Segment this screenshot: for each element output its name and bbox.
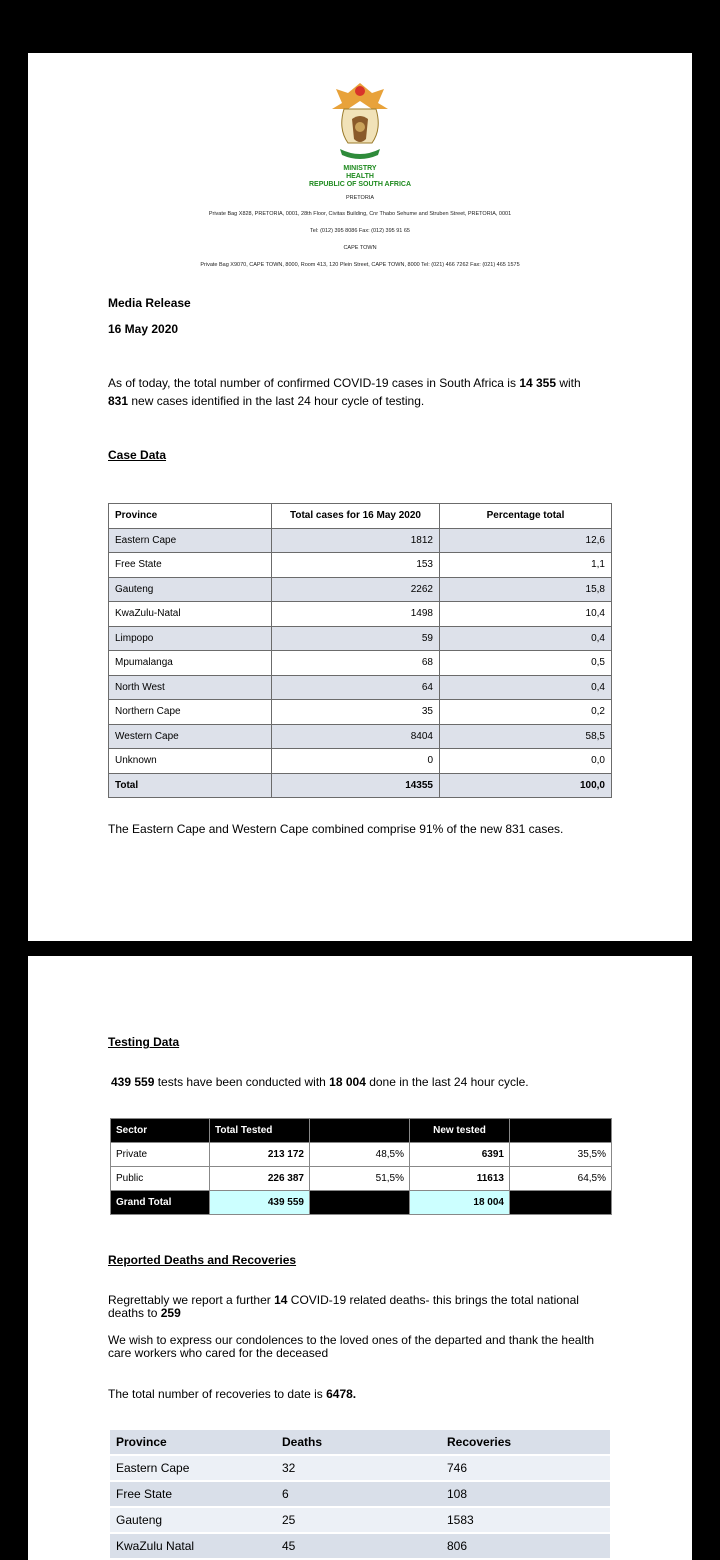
table-header-row: [111, 1119, 612, 1143]
table-header: Percentage total: [440, 504, 612, 529]
table-cell: 746: [441, 1455, 610, 1481]
table-row: [111, 1143, 612, 1167]
table-cell: 0: [272, 749, 440, 774]
table-cell: 25: [276, 1507, 441, 1533]
table-row: [109, 700, 612, 725]
testing-data-table: [110, 1118, 612, 1215]
table-cell: 0,5: [440, 651, 612, 676]
table-cell: 11613: [410, 1167, 510, 1191]
table-row: [110, 1533, 610, 1559]
table-cell: 32: [276, 1455, 441, 1481]
table-row: [110, 1455, 610, 1481]
table-cell: 2262: [272, 577, 440, 602]
table-cell: 68: [272, 651, 440, 676]
table-cell: Total: [109, 773, 272, 798]
table-cell: 108: [441, 1481, 610, 1507]
table-row: [109, 577, 612, 602]
table-cell: Eastern Cape: [110, 1455, 276, 1481]
table-header: Province: [110, 1430, 276, 1455]
table-cell: Gauteng: [109, 577, 272, 602]
table-header: Sector: [111, 1119, 210, 1143]
table-cell: 48,5%: [310, 1143, 410, 1167]
table-cell: 100,0: [440, 773, 612, 798]
table-cell: North West: [109, 675, 272, 700]
table-cell: 0,0: [440, 749, 612, 774]
table-cell: Private: [111, 1143, 210, 1167]
release-date: 16 May 2020: [108, 322, 179, 336]
case-note: The Eastern Cape and Western Cape combined comprise 91% of the new 831 cases.: [108, 822, 564, 836]
pretoria-label: PRETORIA: [345, 195, 374, 201]
table-cell: 1498: [272, 602, 440, 627]
table-cell: 35,5%: [510, 1143, 612, 1167]
table-row: [109, 602, 612, 627]
capetown-address: Private Bag X9070, CAPE TOWN, 8000, Room 413, 120 Plein Street, CAPE TOWN, 8000 Tel: (021) 466 7262 Fax: (021) 465 1575: [200, 262, 520, 268]
pretoria-tel: Tel: (012) 395 8086 Fax: (012) 395 91 65: [310, 228, 410, 234]
table-cell: Western Cape: [109, 724, 272, 749]
table-row: [109, 528, 612, 553]
table-header: Deaths: [276, 1430, 441, 1455]
table-cell: Public: [111, 1167, 210, 1191]
table-cell: 153: [272, 553, 440, 578]
table-cell: [510, 1191, 612, 1215]
table-cell: 226 387: [210, 1167, 310, 1191]
table-header: New tested: [410, 1119, 510, 1143]
case-data-table: [108, 503, 612, 798]
document-page-1: [28, 53, 692, 941]
table-header: Province: [109, 504, 272, 529]
table-cell: 0,4: [440, 675, 612, 700]
table-cell: 12,6: [440, 528, 612, 553]
case-data-heading: Case Data: [108, 448, 167, 462]
table-cell: 0,4: [440, 626, 612, 651]
table-header: [310, 1119, 410, 1143]
table-total-row: [111, 1191, 612, 1215]
health-label: HEALTH: [346, 173, 374, 180]
table-row: [109, 724, 612, 749]
table-cell: Grand Total: [111, 1191, 210, 1215]
table-cell: 1,1: [440, 553, 612, 578]
pretoria-address: Private Bag X828, PRETORIA, 0001, 28th Floor, Civitas Building, Cnr Thabo Sehume and Struben Street, PRETORIA, 0001: [208, 211, 512, 217]
table-cell: Eastern Cape: [109, 528, 272, 553]
table-header: Recoveries: [441, 1430, 610, 1455]
table-row: [110, 1481, 610, 1507]
table-row: [110, 1507, 610, 1533]
table-row: [111, 1167, 612, 1191]
table-cell: Limpopo: [109, 626, 272, 651]
capetown-label: CAPE TOWN: [343, 245, 377, 251]
republic-label: REPUBLIC OF SOUTH AFRICA: [308, 181, 412, 188]
table-row: [109, 626, 612, 651]
recoveries-paragraph: The total number of recoveries to date is 6478.: [108, 1387, 357, 1401]
table-cell: 59: [272, 626, 440, 651]
table-cell: 15,8: [440, 577, 612, 602]
table-cell: 64,5%: [510, 1167, 612, 1191]
table-cell: 0,2: [440, 700, 612, 725]
intro-paragraph: [108, 374, 613, 410]
table-header-row: [110, 1430, 610, 1455]
deaths-heading: Reported Deaths and Recoveries: [108, 1253, 297, 1267]
table-row: [109, 553, 612, 578]
table-header: Total Tested: [210, 1119, 310, 1143]
table-cell: Unknown: [109, 749, 272, 774]
intro-line-1: As of today, the total number of confirmed COVID-19 cases in South Africa is 14 355 with: [108, 376, 581, 390]
table-cell: 6391: [410, 1143, 510, 1167]
deaths-recoveries-table: [110, 1430, 610, 1560]
intro-line-2: 831 new cases identified in the last 24 hour cycle of testing.: [108, 394, 425, 408]
table-cell: 45: [276, 1533, 441, 1559]
deaths-line-1: Regrettably we report a further 14 COVID-19 related deaths- this brings the total national: [108, 1293, 579, 1307]
table-total-row: [109, 773, 612, 798]
release-type: Media Release: [108, 296, 191, 310]
table-header: Total cases for 16 May 2020: [272, 504, 440, 529]
table-cell: Mpumalanga: [109, 651, 272, 676]
condolences-paragraph: We wish to express our condolences to the loved ones of the departed and thank the health care workers who cared for the deceased: [108, 1333, 595, 1360]
table-cell: 51,5%: [310, 1167, 410, 1191]
table-cell: 439 559: [210, 1191, 310, 1215]
testing-data-heading: Testing Data: [108, 1035, 180, 1049]
table-cell: 10,4: [440, 602, 612, 627]
table-cell: KwaZulu Natal: [110, 1533, 276, 1559]
table-header: [510, 1119, 612, 1143]
ministry-label: MINISTRY: [343, 165, 377, 172]
table-cell: 58,5: [440, 724, 612, 749]
table-cell: 806: [441, 1533, 610, 1559]
table-cell: 14355: [272, 773, 440, 798]
table-row: [109, 749, 612, 774]
testing-summary: 439 559 tests have been conducted with 18 004 done in the last 24 hour cycle.: [111, 1075, 529, 1089]
table-cell: 18 004: [410, 1191, 510, 1215]
table-cell: 6: [276, 1481, 441, 1507]
table-cell: 35: [272, 700, 440, 725]
table-cell: Gauteng: [110, 1507, 276, 1533]
table-cell: 1812: [272, 528, 440, 553]
table-cell: Northern Cape: [109, 700, 272, 725]
table-row: [109, 675, 612, 700]
table-row: [109, 651, 612, 676]
document-page-2: [28, 956, 692, 1560]
table-cell: Free State: [110, 1481, 276, 1507]
table-cell: [310, 1191, 410, 1215]
table-cell: 64: [272, 675, 440, 700]
coat-of-arms-logo: [328, 79, 392, 165]
table-cell: 8404: [272, 724, 440, 749]
deaths-line-2: deaths to 259: [108, 1306, 181, 1320]
table-cell: 213 172: [210, 1143, 310, 1167]
table-cell: 1583: [441, 1507, 610, 1533]
deaths-paragraph: [108, 1294, 613, 1320]
table-header-row: [109, 504, 612, 529]
table-cell: KwaZulu-Natal: [109, 602, 272, 627]
table-cell: Free State: [109, 553, 272, 578]
